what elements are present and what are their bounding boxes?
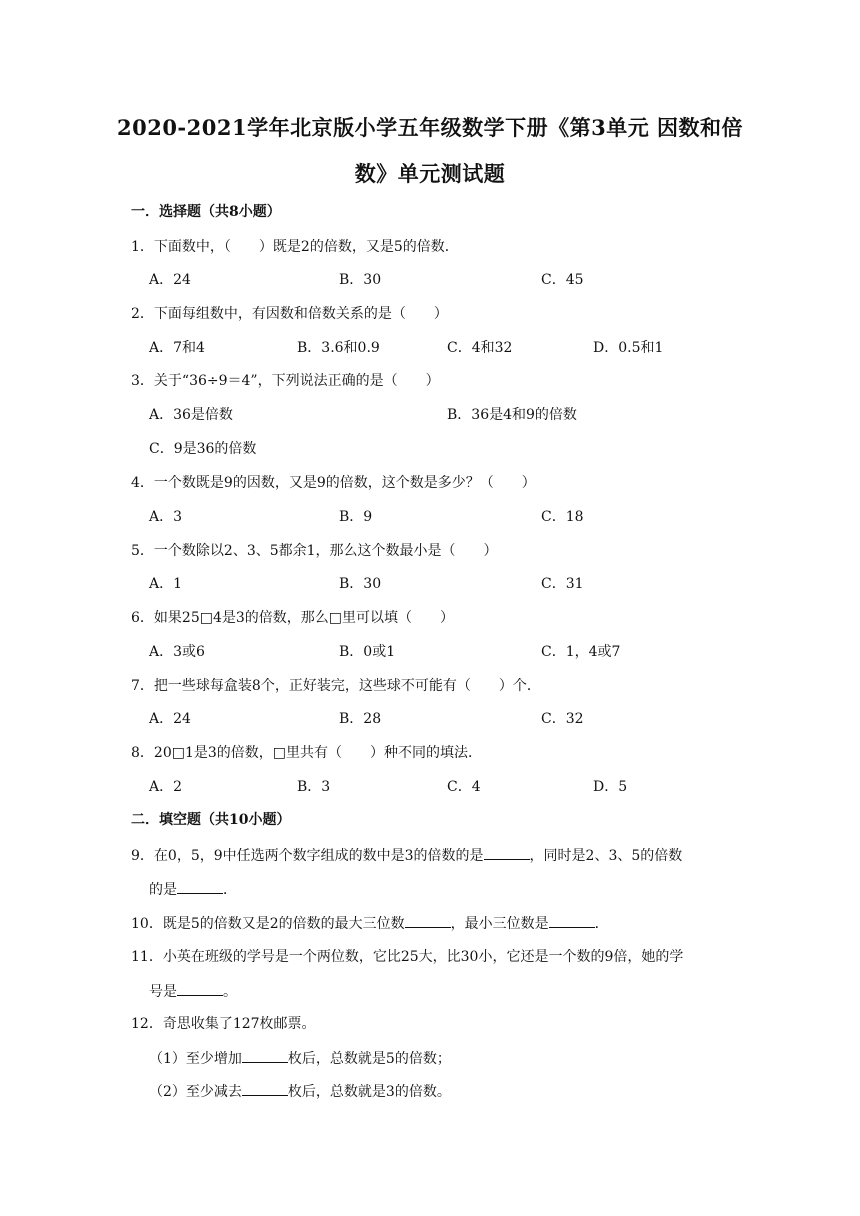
q5-option-b: B．30	[339, 576, 382, 592]
q5-option-c: C．31	[541, 576, 584, 592]
question-7: 7．把一些球每盒装8个，正好装完，这些球不可能有（ ）个．	[131, 678, 541, 694]
q6-option-a: A．3或6	[149, 644, 205, 660]
question-10	[131, 913, 609, 934]
q2-option-b: B．3.6和0.9	[297, 340, 380, 356]
q8-option-c: C．4	[447, 779, 481, 795]
q3-option-b: B．36是4和9的倍数	[447, 407, 577, 423]
q12-sub1-text-1: （1）至少增加	[149, 1051, 242, 1067]
q9-text-2: ，同时是2、3、5的倍数	[529, 848, 683, 864]
q9-text-1: 9．在0，5，9中任选两个数字组成的数中是3的倍数的是	[131, 848, 484, 864]
q12-sub1-answer-blank[interactable]	[242, 1048, 288, 1063]
q12-sub1-text-2: 枚后，总数就是5的倍数；	[287, 1051, 451, 1067]
q9-answer-blank-1[interactable]	[484, 845, 530, 860]
q11-text-2: 号是	[149, 984, 177, 1000]
section-heading-choice: 一．选择题（共8小题）	[131, 204, 281, 220]
question-12-sub1	[149, 1048, 451, 1069]
q11-answer-blank[interactable]	[177, 981, 223, 996]
q12-sub2-answer-blank[interactable]	[242, 1081, 288, 1096]
document-title-line1: 2020-2021学年北京版小学五年级数学下册《第3单元 因数和倍	[116, 115, 744, 140]
q9-text-3: 的是	[149, 882, 177, 898]
question-9-continued	[149, 879, 237, 900]
q8-option-a: A．2	[149, 779, 183, 795]
q8-option-b: B．3	[297, 779, 331, 795]
q1-option-b: B．30	[339, 272, 382, 288]
question-3: 3．关于“36÷9＝4”，下列说法正确的是（ ）	[131, 373, 440, 389]
question-12: 12．奇思收集了127枚邮票。	[131, 1016, 316, 1032]
q10-text-2: ，最小三位数是	[450, 916, 549, 932]
question-2: 2．下面每组数中，有因数和倍数关系的是（ ）	[131, 306, 448, 322]
q9-text-4: ．	[223, 882, 237, 898]
q7-option-b: B．28	[339, 711, 382, 727]
q9-answer-blank-2[interactable]	[177, 879, 223, 894]
q6-option-c: C．1，4或7	[541, 644, 621, 660]
q12-sub2-text-2: 枚后，总数就是3的倍数。	[287, 1084, 451, 1100]
question-9	[131, 845, 682, 866]
q7-option-c: C．32	[541, 711, 584, 727]
q8-option-d: D．5	[593, 779, 628, 795]
question-6: 6．如果25□4是3的倍数，那么□里可以填（ ）	[131, 610, 454, 626]
q2-option-c: C．4和32	[447, 340, 513, 356]
q3-option-a: A．36是倍数	[149, 407, 233, 423]
q4-option-a: A．3	[149, 509, 183, 525]
question-11-continued	[149, 981, 237, 1002]
q10-answer-blank-2[interactable]	[549, 913, 595, 928]
question-12-sub2	[149, 1081, 451, 1102]
q10-text-3: ．	[594, 916, 609, 932]
q10-text-1: 10．既是5的倍数又是2的倍数的最大三位数	[131, 916, 405, 932]
q6-option-b: B．0或1	[339, 644, 396, 660]
question-11: 11．小英在班级的学号是一个两位数，它比25大，比30小，它还是一个数的9倍，她的学	[131, 949, 684, 965]
section-heading-fill-in: 二．填空题（共10小题）	[131, 812, 291, 828]
q4-option-c: C．18	[541, 509, 584, 525]
question-8: 8．20□1是3的倍数，□里共有（ ）种不同的填法．	[131, 745, 482, 761]
q4-option-b: B．9	[339, 509, 373, 525]
q2-option-d: D．0.5和1	[593, 340, 664, 356]
q7-option-a: A．24	[149, 711, 191, 727]
question-1: 1．下面数中，（ ）既是2的倍数，又是5的倍数．	[131, 239, 459, 255]
question-5: 5．一个数除以2、3、5都余1，那么这个数最小是（ ）	[131, 543, 498, 559]
q11-text-3: 。	[223, 984, 237, 1000]
question-4: 4．一个数既是9的因数，又是9的倍数，这个数是多少？（ ）	[131, 475, 536, 491]
document-title-line2: 数》单元测试题	[354, 161, 506, 186]
q1-option-c: C．45	[541, 272, 584, 288]
q1-option-a: A．24	[149, 272, 191, 288]
q2-option-a: A．7和4	[149, 340, 205, 356]
q12-sub2-text-1: （2）至少减去	[149, 1084, 242, 1100]
q3-option-c: C．9是36的倍数	[149, 441, 257, 457]
q5-option-a: A．1	[149, 576, 183, 592]
q10-answer-blank-1[interactable]	[405, 913, 451, 928]
